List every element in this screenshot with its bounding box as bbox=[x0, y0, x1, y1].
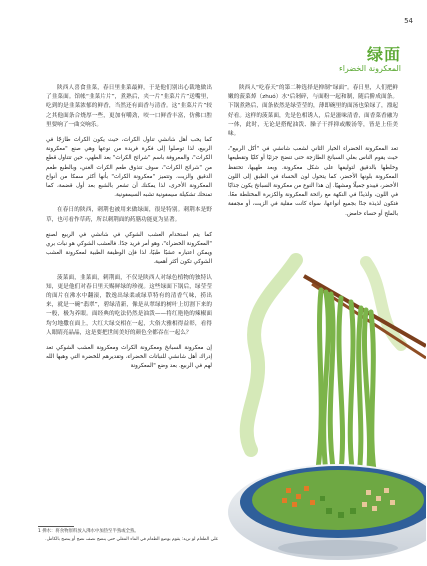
paragraph-arabic: كما يحب أهل شانشي تناول الكراث، حيث يكون الكراث طازجًا في الربيع، لذا توصلوا إلى فكرة فريدة من نوعها وهي صنع "معكرونة الكراث"، والمعروفة باسم "شرائح الكراث" بعد الطهي، حين تتناول قطع من "شرائح الكراث"، سوف تتذوق طعم الكراث الغني، وبالطبع طعم الدقيق والزيت. وتتميز "معكرونة الكراث" بأنها أكثر سمكا من أنواع المعكرونة الأخرى، لذا يمكنك أن تشعر بالشبع بعد أول قضمة، كما تمنحك تشكيلة سيمفونية تشبه السيمفونية. bbox=[46, 137, 212, 199]
paragraph-chinese: 陕西人喜食韭菜，春日里韭菜最鲜，于是他们别出心裁地做出了韭菜面。馆帐“韭菜片片”，煮熟后，夹一片“韭菜片片”送嘴里，吃到的是韭菜浓郁的鲜香，当然还有面香与清香。这“韭菜片片”较之其他面条合烧厚一些，更加有嚼劲，咬一口鲜香丰富，仿佛口腔里要响了一曲交响乐。 bbox=[46, 85, 212, 128]
green-noodles-photo bbox=[226, 250, 426, 566]
paragraph-arabic: تعد المعكرونة الخضراء الخيار الثاني لشعب شانشي في "أكل الربيع"، حيث يقوم الناس بغلي السبانخ الطازجة حتى تنضج جزئيًا أو كليًا وتقطيعها وخلطها بالدقيق لتوليفها على شكل معكرونة. وبعد طهيها، تحتفظ المعكرونة بلونها الأخضر، كما يتحول لون الحساء في الطبق إلى اللون الأخضر، فيبدو جميلًا ومشهيًا. إن هذا النوع من معكرونة السبانخ يكون جذابًا في اللون، ولذيذًا في النكهة مع رائحة المعكرونة والكزبرة المختلطة معًا. فتكون لذيذة جدًا بجميع أنواعها، سواء كانت مقلية في الزيت، أو مجففة بالملح أو حساء حامض. bbox=[228, 146, 398, 217]
footnote-divider bbox=[38, 526, 74, 527]
paragraph-chinese: 在春日的陕西，刺荆也被用来做绿面，很是特别。刺荆本是野草，也可看作草药，所以刺荆面的药膳功能更为显著。 bbox=[46, 207, 212, 223]
paragraph-arabic: كما يتم استخدام العشب الشوكي في شانشي في الربيع لصنع "المعكرونة الخضراء"، وهو أمر فريد جدًا. فالعشب الشوكي هو نبات بري ويمكن اعتباره عشبًا طبيًا، لذا فإن الوظيفة الطبية لمعكرونة العشب الشوكي تكون أكثر أهمية. bbox=[46, 231, 212, 266]
paragraph-chinese: 陕西人“吃春天”的第二种选择是掸制“绿面”。春日里，人们把鲜嫩的菠菜焯（zhuó）水¹后剁碎，与面粉一起和制，随后擀成面条。下锅煮熟后，面条依然是绿莹莹的，薄即碗里的面汤也染绿了，漂起好看。这样的菠菜面，先是色相诱人，后是滋味清香，面香菜香融为一体，此时，无论是搭配油泼、臊子干拌抑或酸汤等，皆是上佳美味。 bbox=[228, 85, 398, 138]
page-title-arabic: المعكرونة الخضراء bbox=[338, 64, 401, 73]
right-text-column bbox=[228, 84, 398, 225]
page-title-chinese: 绿面 bbox=[366, 45, 401, 64]
footnote-arabic: غلي الطعام لو تريد: يقوم بوضع الطعام في الماء المغلي حتى ينضج نصف نضج أو ينضج بالكامل. bbox=[45, 537, 218, 542]
left-text-column bbox=[46, 84, 212, 378]
paragraph-arabic: إن معكرونة السبانخ ومعكرونة الكراث ومعكرونة العشب الشوكي تعد إدراك أهل شانشي للنباتات الخضراء، وتقديرهم للخضرة التي وهبها الله لهم في الربيع. بعد وضع "المعكرونة bbox=[46, 345, 212, 370]
footnote-chinese: 1 掸水：将食物原料放入沸水中加热至半熟或全熟。 bbox=[38, 529, 139, 534]
paragraph-chinese: 菠菜面，韭菜面，刺荆面，不仅是陕西人对绿色植物的独特认知，更是他们对春日里天赐鲜绿的珍视。这些绿面下锅后，绿莹莹的面片在沸水中翻滚，散逸出绿柔或绿草特有的清香气味，捞出来，就是一碗“翡翠”，碧绿清新，像是从翠绿的树叶上切割下来的一般，极为养眼。面经典的吃法仍然是油泼——将红艳艳的辣椒面均匀地撒在面上，大红大绿交相在一起，大俗大雅相得益彰，看得人眼睛亮晶晶，这是要把世间美好的颜色全都吞在一起么？ bbox=[46, 274, 212, 336]
page-number: 54 bbox=[404, 17, 413, 25]
